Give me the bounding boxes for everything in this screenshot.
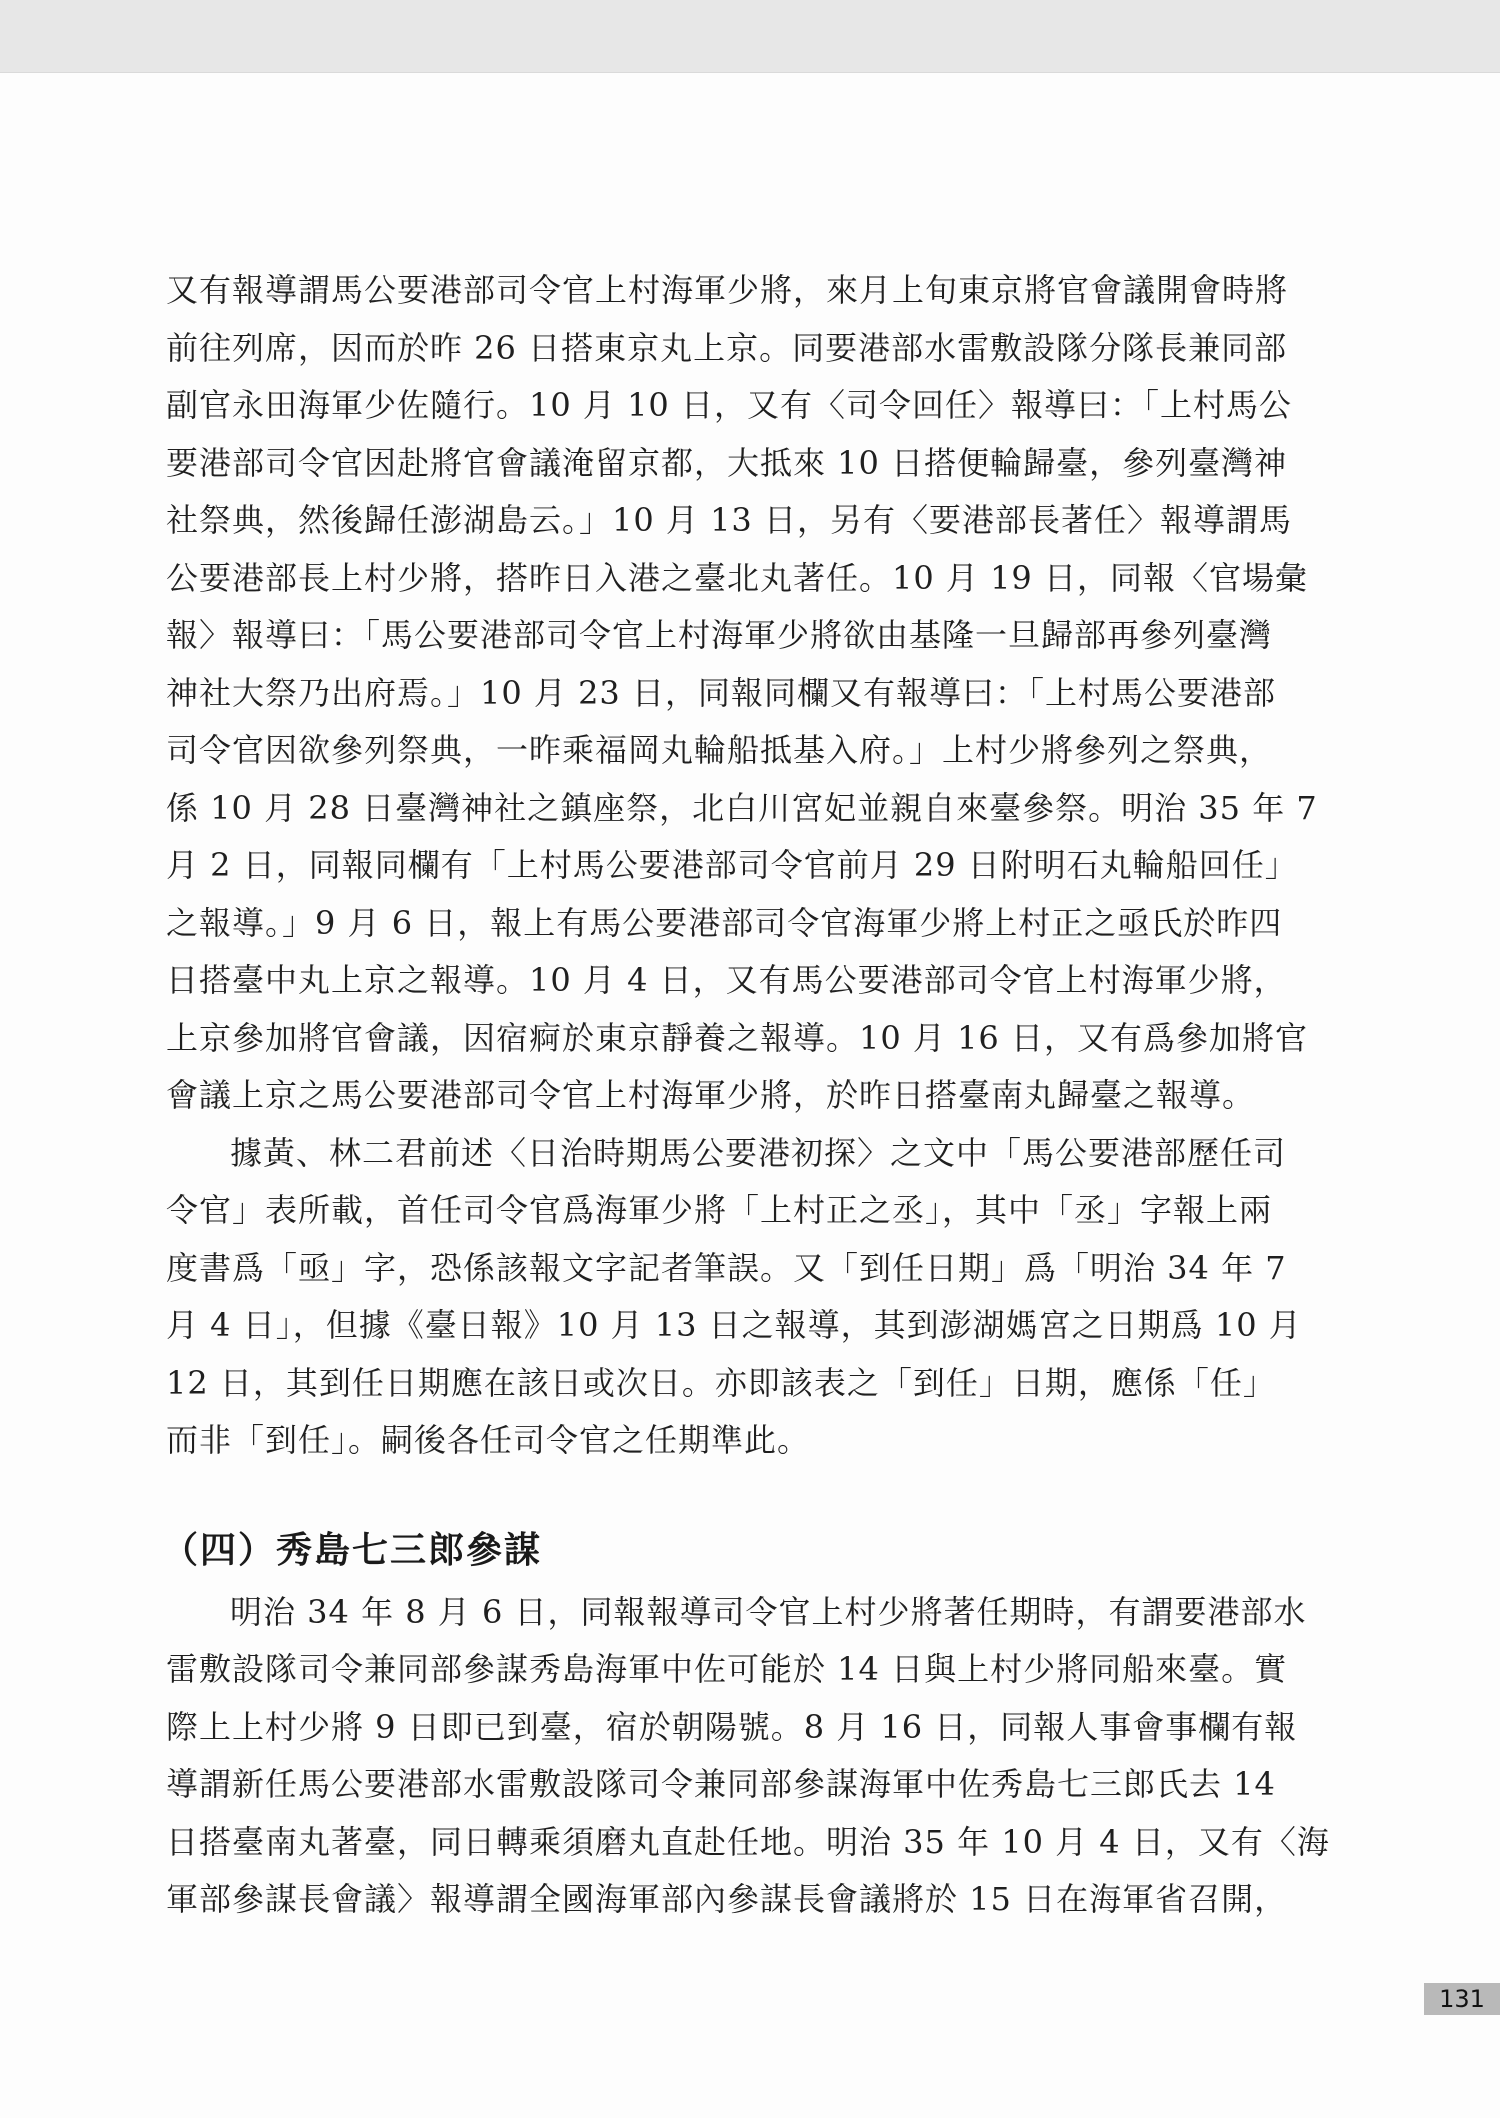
text-line: 12 日，其到任日期應在該日或次日。亦即該表之「到任」日期，應係「任」 (166, 1363, 1276, 1402)
paragraph-2 (166, 1125, 1346, 1470)
text-line: 際上上村少將 9 日即已到臺，宿於朝陽號。8 月 16 日，同報人事會事欄有報 (166, 1707, 1298, 1746)
text-line: 導謂新任馬公要港部水雷敷設隊司令兼同部參謀海軍中佐秀島七三郎氏去 14 (166, 1765, 1276, 1803)
text-line: 之報導。」9 月 6 日，報上有馬公要港部司令官海軍少將上村正之亟氏於昨四 (166, 903, 1283, 942)
text-line: 令官」表所載，首任司令官爲海軍少將「上村正之丞」，其中「丞」字報上兩 (166, 1191, 1273, 1229)
text-line: 日搭臺中丸上京之報導。10 月 4 日，又有馬公要港部司令官上村海軍少將， (166, 961, 1287, 999)
text-line: 明治 34 年 8 月 6 日，同報報導司令官上村少將著任期時，有謂要港部水 (230, 1592, 1307, 1631)
text-line: 軍部參謀長會議〉報導謂全國海軍部內參謀長會議將於 15 日在海軍省召開， (166, 1880, 1288, 1918)
text-line: 前往列席，因而於昨 26 日搭東京丸上京。同要港部水雷敷設隊分隊長兼同部 (166, 328, 1288, 367)
text-line: 報〉報導曰：「馬公要港部司令官上村海軍少將欲由基隆一旦歸部再參列臺灣 (166, 616, 1273, 654)
text-line: 係 10 月 28 日臺灣神社之鎮座祭，北白川宮妃並親自來臺參祭。明治 35 年 7 (166, 788, 1318, 827)
text-line: 上京參加將官會議，因宿痾於東京靜養之報導。10 月 16 日，又有爲參加將官 (166, 1018, 1308, 1057)
text-line: 月 2 日，同報同欄有「上村馬公要港部司令官前月 29 日附明石丸輪船回任」 (166, 846, 1298, 884)
page-number: 131 (1439, 1985, 1485, 2013)
text-line: 月 4 日」，但據《臺日報》10 月 13 日之報導，其到澎湖媽宮之日期爲 10 月 (166, 1306, 1302, 1344)
text-line: 日搭臺南丸著臺，同日轉乘須磨丸直赴任地。明治 35 年 10 月 4 日，又有〈海 (166, 1822, 1330, 1861)
text-line: 雷敷設隊司令兼同部參謀秀島海軍中佐可能於 14 日與上村少將同船來臺。實 (166, 1650, 1288, 1688)
text-line: 會議上京之馬公要港部司令官上村海軍少將，於昨日搭臺南丸歸臺之報導。 (166, 1076, 1256, 1114)
text-line: 度書爲「亟」字，恐係該報文字記者筆誤。又「到任日期」爲「明治 34 年 7 (166, 1248, 1287, 1287)
paragraph-1 (166, 262, 1346, 1125)
text-line: 據黃、林二君前述〈日治時期馬公要港初探〉之文中「馬公要港部歷任司 (230, 1133, 1287, 1172)
text-line: 要港部司令官因赴將官會議淹留京都，大抵來 10 日搭便輪歸臺，參列臺灣神 (166, 443, 1288, 482)
text-line: 而非「到任」。嗣後各任司令官之任期準此。 (166, 1421, 811, 1459)
text-line: 司令官因欲參列祭典，一昨乘福岡丸輪船抵基入府。」上村少將參列之祭典， (166, 731, 1273, 769)
text-line: 副官永田海軍少佐隨行。10 月 10 日，又有〈司令回任〉報導曰：「上村馬公 (166, 386, 1292, 424)
text-line: 神社大祭乃出府焉。」10 月 23 日，同報同欄又有報導曰：「上村馬公要港部 (166, 673, 1276, 712)
text-line: 又有報導謂馬公要港部司令官上村海軍少將，來月上旬東京將官會議開會時將 (166, 271, 1289, 309)
page-body (162, 262, 1346, 1929)
text-line: 社祭典，然後歸任澎湖島云。」10 月 13 日，另有〈要港部長著任〉報導謂馬 (166, 501, 1292, 539)
section-heading: （四）秀島七三郎參謀 (162, 1529, 543, 1571)
scan-top-margin (0, 0, 1500, 73)
text-line: 公要港部長上村少將，搭昨日入港之臺北丸著任。10 月 19 日，同報〈官場彙 (166, 558, 1308, 597)
paragraph-3 (166, 1584, 1346, 1929)
page-number-box (1424, 1983, 1500, 2015)
